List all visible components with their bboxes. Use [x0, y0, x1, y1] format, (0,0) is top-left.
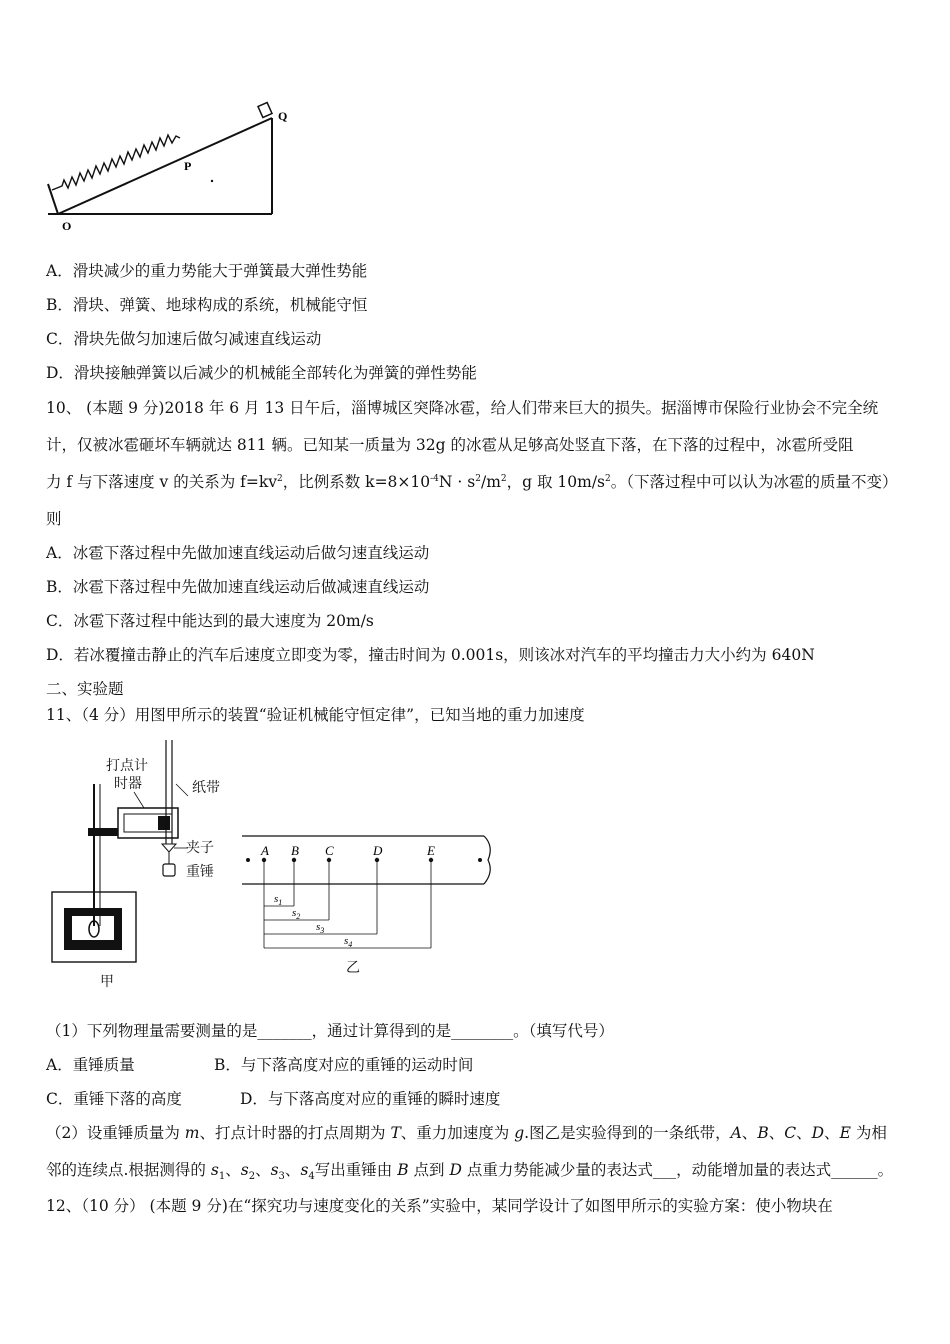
sup-2d: 2: [605, 473, 611, 484]
q10-line3-d: /m: [480, 473, 501, 491]
section-heading: 二、实验题: [46, 680, 124, 698]
apparatus-figure: [48, 736, 508, 992]
sep-6: 、: [255, 1161, 271, 1179]
sep-1: 、: [741, 1124, 758, 1142]
q11-option-a: A．重锤质量: [46, 1056, 135, 1074]
q10-option-a: A．冰雹下落过程中先做加速直线运动后做匀速直线运动: [46, 544, 430, 562]
dim-s3: $s_3$: [316, 921, 325, 935]
q9-option-d: D．滑块接触弹簧以后减少的机械能全部转化为弹簧的弹性势能: [46, 364, 477, 382]
var-e: E: [839, 1124, 851, 1142]
q10-option-b: B．冰雹下落过程中先做加速直线运动后做减速直线运动: [46, 578, 430, 596]
q10-option-d: D．若冰覆撞击静止的汽车后速度立即变为零，撞击时间为 0.001s，则该冰对汽车的平均撞击力大小约为 640N: [46, 646, 815, 664]
var-m: m: [184, 1124, 200, 1142]
var-t: T: [390, 1124, 401, 1142]
q11-part2-line1: [46, 1123, 887, 1143]
q10-line-3: [46, 472, 898, 492]
q10-line-1: 10、 (本题 9 分)2018 年 6 月 13 日午后，淄博城区突降冰雹，给人们带来巨大的损失。据淄博市保险行业协会不完全统: [46, 399, 879, 417]
label-o: O: [62, 219, 72, 233]
point-b: B: [291, 843, 299, 858]
label-timer-2: 时器: [114, 775, 142, 791]
sup-2c: 2: [500, 473, 507, 484]
sup-minus4: -4: [430, 473, 439, 484]
label-yi: 乙: [346, 959, 360, 975]
p2-text-3: 、重力加速度为: [400, 1124, 515, 1142]
q10-option-c: C．冰雹下落过程中能达到的最大速度为 20m/s: [46, 612, 374, 630]
p2-text-1: （2）设重锤质量为: [46, 1124, 185, 1142]
point-d: D: [373, 843, 383, 858]
sub-1: 1: [218, 1171, 226, 1183]
point-a: A: [261, 843, 269, 858]
q9-option-a: A．滑块减少的重力势能大于弹簧最大弹性势能: [46, 262, 368, 280]
var-s4: s: [300, 1161, 309, 1179]
label-tape: 纸带: [192, 779, 220, 795]
var-s1: s: [210, 1161, 219, 1179]
q11-intro: 11、（4 分）用图甲所示的装置“验证机械能守恒定律”，已知当地的重力加速度: [46, 706, 585, 724]
q9-option-c: C．滑块先做匀加速后做匀减速直线运动: [46, 330, 322, 348]
sep-4: 、: [824, 1124, 840, 1142]
q10-line-2: 计，仅被冰雹砸坏车辆就达 811 辆。已知某一质量为 32g 的冰雹从足够高处竖直下落，在下落的过程中，冰雹所受阻: [46, 436, 854, 454]
label-jia: 甲: [100, 973, 114, 989]
p2b-text-3: 点到: [408, 1161, 450, 1179]
sub-4: 4: [308, 1171, 315, 1183]
p2b-text-4: 点重力势能减少量的表达式___，动能增加量的表达式______。: [461, 1161, 894, 1179]
q11-option-b: B．与下落高度对应的重锤的运动时间: [214, 1056, 474, 1074]
q10-line3-c: N · s: [438, 473, 476, 491]
var-c: C: [784, 1124, 797, 1142]
sup-2: 2: [277, 473, 283, 484]
p2b-text-1: 邻的连续点.根据测得的: [46, 1161, 211, 1179]
incline-spring-figure: [40, 98, 300, 238]
dim-s1: $s_1$: [274, 893, 283, 907]
sep-5: 、: [225, 1161, 241, 1179]
sep-7: 、: [284, 1161, 301, 1179]
p2-text-2: 、打点计时器的打点周期为: [199, 1124, 391, 1142]
p2-text-5: 为相: [850, 1124, 887, 1142]
sub-3: 3: [278, 1171, 285, 1183]
q10-line3-b: ，比例系数 k=8×10: [282, 473, 431, 491]
dim-s4: $s_4$: [344, 935, 353, 949]
point-c: C: [325, 843, 334, 858]
var-d: D: [811, 1124, 825, 1142]
sup-2b: 2: [475, 473, 481, 484]
q10-line-4: 则: [46, 510, 62, 528]
q11-option-d: D．与下落高度对应的重锤的瞬时速度: [240, 1090, 501, 1108]
sep-2: 、: [768, 1124, 785, 1142]
label-clip: 夹子: [186, 839, 214, 855]
q10-line3-a: 力 f 与下落速度 v 的关系为 f=kv: [46, 473, 278, 491]
label-p: P: [184, 159, 192, 173]
label-hammer: 重锤: [186, 863, 214, 879]
sub-2: 2: [248, 1171, 256, 1183]
label-q: Q: [278, 109, 288, 123]
q10-line3-f: 。（下落过程中可以认为冰雹的质量不变）: [610, 473, 898, 491]
q9-option-b: B．滑块、弹簧、地球构成的系统，机械能守恒: [46, 296, 368, 314]
label-timer-1: 打点计: [106, 757, 148, 773]
q12-line1: 12、（10 分） (本题 9 分)在“探究功与速度变化的关系”实验中，某同学设计了如图甲所示的实验方案：使小物块在: [46, 1197, 833, 1215]
var-s3: s: [270, 1161, 279, 1179]
q11-option-c: C．重锤下落的高度: [46, 1090, 182, 1108]
var-a: A: [730, 1124, 742, 1142]
q10-line3-e: ，g 取 10m/s: [506, 473, 605, 491]
var-d2: D: [449, 1161, 462, 1179]
var-b: B: [757, 1124, 769, 1142]
q11-part2-line2: [46, 1160, 894, 1183]
p2b-text-2: 写出重锤由: [314, 1161, 398, 1179]
q11-part1: （1）下列物理量需要测量的是_______，通过计算得到的是________。（填写代号）: [46, 1022, 614, 1040]
dim-s2: $s_2$: [292, 907, 301, 921]
point-e: E: [427, 843, 435, 858]
var-s2: s: [240, 1161, 249, 1179]
sep-3: 、: [796, 1124, 812, 1142]
p2-text-4: .图乙是实验得到的一条纸带，: [524, 1124, 731, 1142]
var-g: g: [514, 1124, 525, 1142]
var-b2: B: [397, 1161, 409, 1179]
